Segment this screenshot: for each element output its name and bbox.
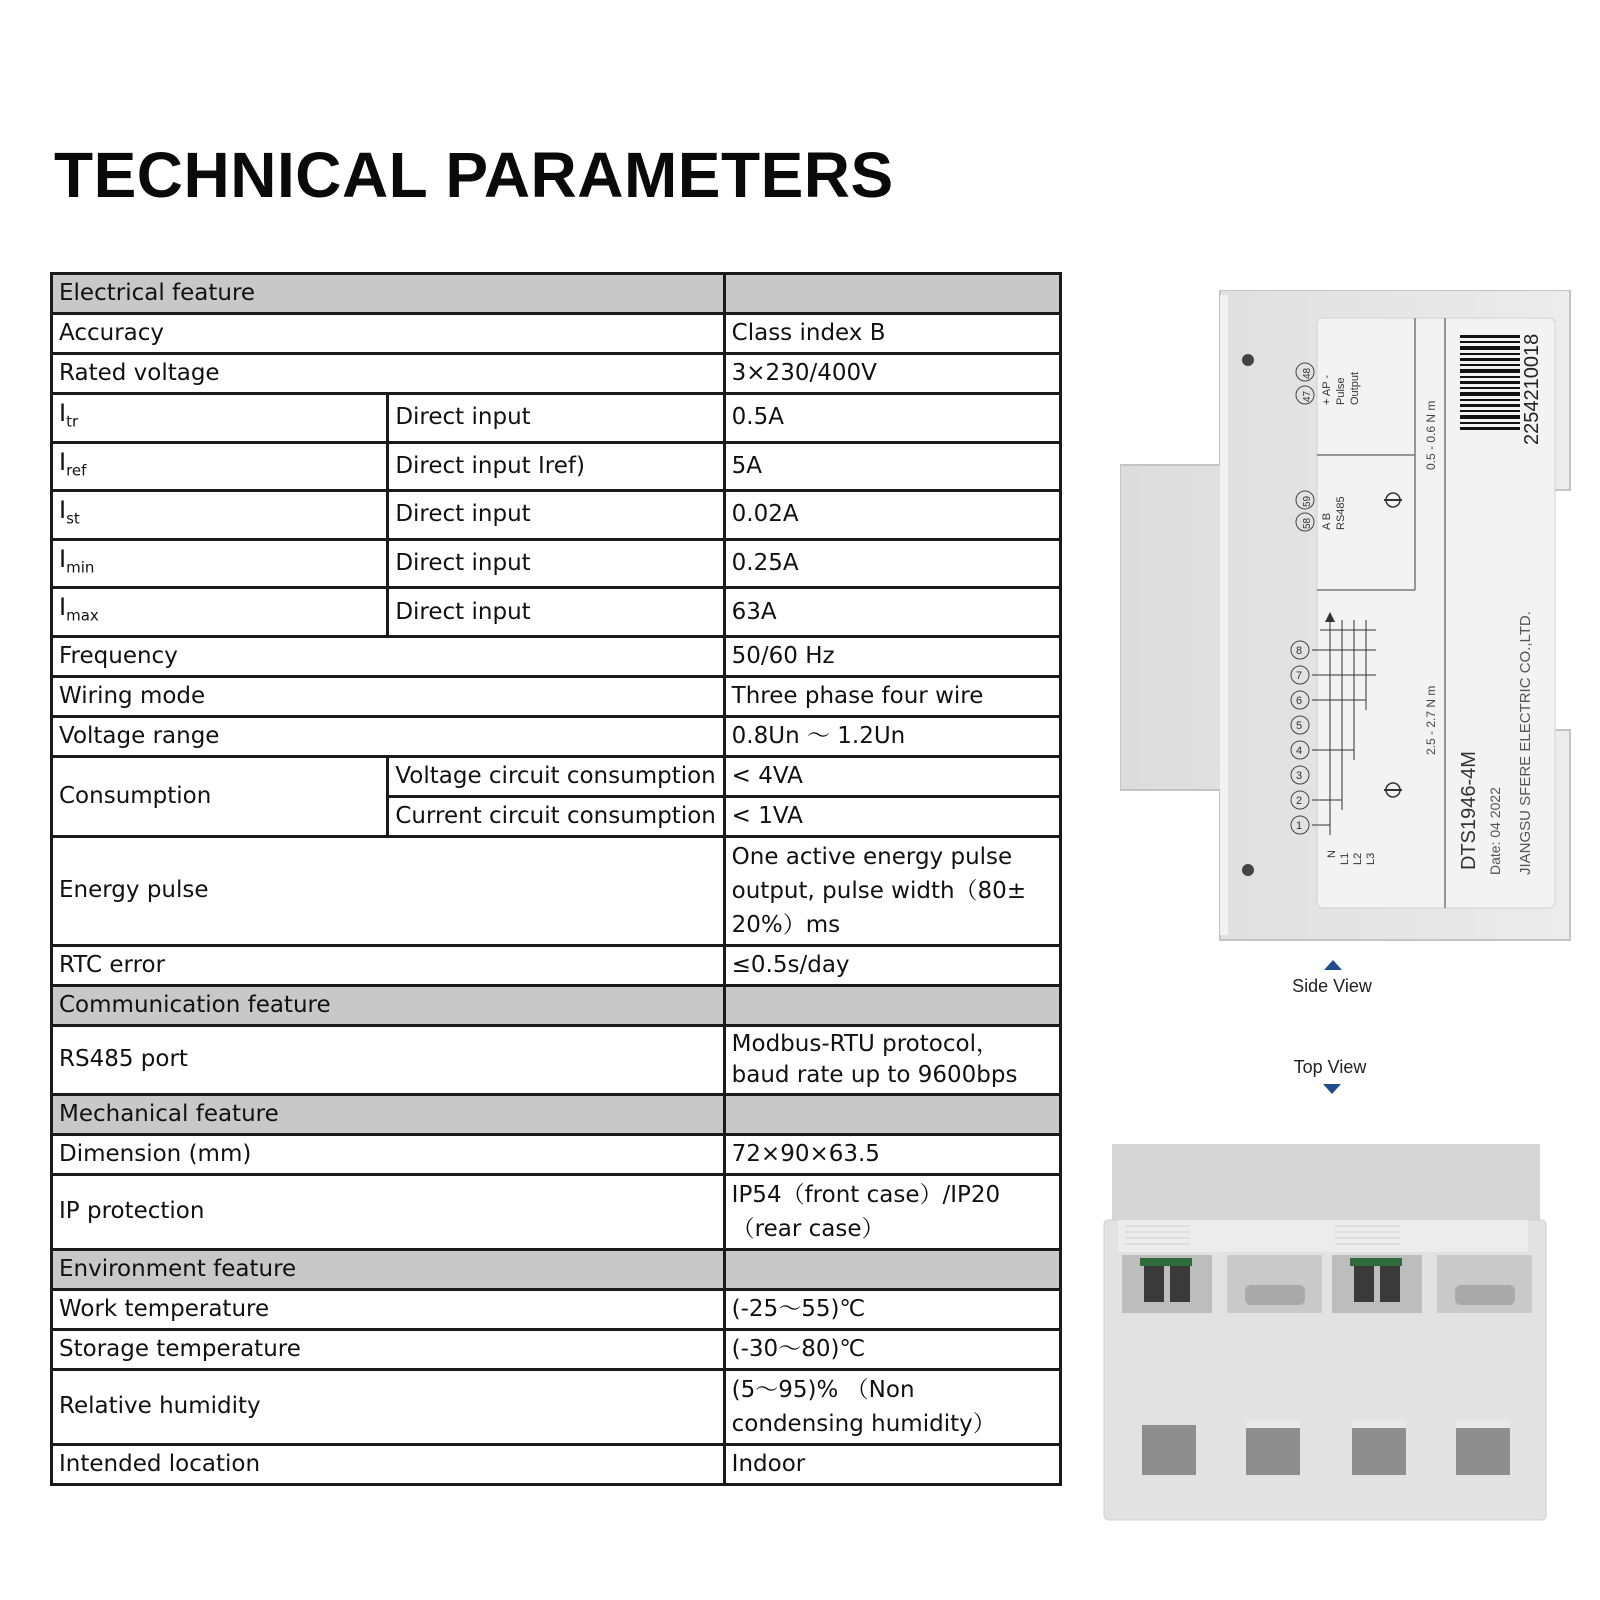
iref-value: 5A	[724, 442, 1060, 491]
rated-voltage-label: Rated voltage	[52, 354, 725, 394]
section-mechanical: Mechanical feature	[52, 1094, 1061, 1134]
ip-value: IP54（front case）/IP20 （rear case）	[724, 1174, 1060, 1249]
terminal-block	[1437, 1255, 1532, 1313]
imax-input: Direct input	[388, 588, 724, 637]
svg-text:N: N	[1326, 850, 1338, 858]
meter-side-view	[1120, 290, 1590, 950]
terminal-block	[1227, 1255, 1322, 1313]
torque-small: 0.5 - 0.6 N m	[1424, 400, 1438, 470]
rated-voltage-value: 3×230/400V	[724, 354, 1060, 394]
svg-text:2: 2	[1296, 795, 1303, 807]
section-communication: Communication feature	[52, 985, 1061, 1025]
work-temp-label: Work temperature	[52, 1289, 725, 1329]
humidity-label: Relative humidity	[52, 1369, 725, 1444]
svg-text:8: 8	[1296, 645, 1303, 657]
table-row	[52, 945, 1061, 985]
wiring-value: Three phase four wire	[724, 676, 1060, 716]
ip-label: IP protection	[52, 1174, 725, 1249]
svg-text:RS485: RS485	[1335, 496, 1347, 530]
ist-input: Direct input	[388, 491, 724, 540]
manufacturer-name: JIANGSU SFERE ELECTRIC CO.,LTD.	[1517, 611, 1534, 875]
svg-text:7: 7	[1296, 670, 1303, 682]
table-row	[52, 836, 1061, 945]
rs485-value: Modbus-RTU protocol，baud rate up to 9600bps	[724, 1025, 1060, 1094]
iref-symbol: $I_{ref}$	[52, 442, 388, 491]
current-circuit-value: < 1VA	[724, 796, 1060, 836]
svg-text:48: 48	[1302, 367, 1313, 379]
svg-text:47: 47	[1302, 390, 1313, 402]
current-circuit-label: Current circuit consumption	[388, 796, 724, 836]
terminal-block	[1332, 1255, 1422, 1313]
torque-large: 2.5 - 2.7 N m	[1424, 685, 1438, 755]
svg-text:6: 6	[1296, 695, 1303, 707]
rtc-label: RTC error	[52, 945, 725, 985]
work-temp-value: (-25～55)℃	[724, 1289, 1060, 1329]
svg-text:Pulse: Pulse	[1335, 377, 1347, 405]
voltage-range-value: 0.8Un ～ 1.2Un	[724, 716, 1060, 756]
accuracy-label: Accuracy	[52, 314, 725, 354]
table-row	[52, 588, 1061, 637]
svg-text:L1: L1	[1339, 852, 1351, 865]
imin-symbol: $I_{min}$	[52, 539, 388, 588]
top-view-label: Top View	[1293, 1057, 1367, 1077]
ist-symbol: $I_{st}$	[52, 491, 388, 540]
svg-text:5: 5	[1296, 720, 1303, 732]
svg-text:L3: L3	[1365, 852, 1377, 865]
table-row	[52, 676, 1061, 716]
energy-pulse-value: One active energy pulse output, pulse width（80± 20%）ms	[724, 836, 1060, 945]
imax-value: 63A	[724, 588, 1060, 637]
table-row	[52, 314, 1061, 354]
itr-value: 0.5A	[724, 394, 1060, 443]
terminal-block	[1122, 1255, 1212, 1313]
table-row	[52, 636, 1061, 676]
imin-input: Direct input	[388, 539, 724, 588]
up-arrow-icon	[1324, 960, 1342, 970]
rs485-label: RS485 port	[52, 1025, 725, 1094]
table-row	[52, 1369, 1061, 1444]
dimension-value: 72×90×63.5	[724, 1134, 1060, 1174]
consumption-label: Consumption	[52, 756, 388, 836]
location-label: Intended location	[52, 1444, 725, 1484]
table-row	[52, 539, 1061, 588]
storage-temp-label: Storage temperature	[52, 1329, 725, 1369]
svg-text:58: 58	[1302, 517, 1313, 529]
model-number: DTS1946-4M	[1458, 751, 1480, 870]
table-row	[52, 716, 1061, 756]
down-arrow-icon	[1323, 1084, 1341, 1094]
svg-text:Output: Output	[1349, 371, 1361, 405]
voltage-circuit-label: Voltage circuit consumption	[388, 756, 724, 796]
page-title: TECHNICAL PARAMETERS	[54, 139, 894, 211]
svg-text:1: 1	[1296, 820, 1303, 832]
table-row	[52, 756, 1061, 796]
svg-text:3: 3	[1296, 770, 1303, 782]
section-electrical: Electrical feature	[52, 274, 1061, 314]
table-row	[52, 1174, 1061, 1249]
table-row	[52, 354, 1061, 394]
voltage-range-label: Voltage range	[52, 716, 725, 756]
itr-symbol: $I_{tr}$	[52, 394, 388, 443]
side-view-label: Side View	[1292, 976, 1372, 996]
storage-temp-value: (-30～80)℃	[724, 1329, 1060, 1369]
humidity-value: (5～95)% （Non condensing humidity）	[724, 1369, 1060, 1444]
section-environment: Environment feature	[52, 1249, 1061, 1289]
imax-symbol: $I_{max}$	[52, 588, 388, 637]
table-row	[52, 1329, 1061, 1369]
wiring-label: Wiring mode	[52, 676, 725, 716]
ist-value: 0.02A	[724, 491, 1060, 540]
voltage-circuit-value: < 4VA	[724, 756, 1060, 796]
svg-text:L2: L2	[1352, 852, 1364, 865]
iref-input: Direct input Iref)	[388, 442, 724, 491]
barcode-number: 2254210018	[1521, 333, 1543, 445]
location-value: Indoor	[724, 1444, 1060, 1484]
parameters-table	[50, 272, 1062, 1486]
rtc-value: ≤0.5s/day	[724, 945, 1060, 985]
table-row	[52, 394, 1061, 443]
table-row	[52, 442, 1061, 491]
frequency-label: Frequency	[52, 636, 725, 676]
svg-text:+ AP -: + AP -	[1321, 374, 1333, 405]
svg-text:59: 59	[1302, 495, 1313, 507]
table-row	[52, 1134, 1061, 1174]
svg-text:4: 4	[1296, 745, 1303, 757]
accuracy-value: Class index B	[724, 314, 1060, 354]
frequency-value: 50/60 Hz	[724, 636, 1060, 676]
meter-top-view	[1100, 1140, 1550, 1525]
table-row	[52, 1289, 1061, 1329]
manufacture-date: Date: 04 2022	[1487, 787, 1503, 875]
table-row	[52, 491, 1061, 540]
table-row	[52, 1025, 1061, 1094]
table-row	[52, 1444, 1061, 1484]
svg-text:A B: A B	[1321, 512, 1333, 530]
itr-input: Direct input	[388, 394, 724, 443]
dimension-label: Dimension (mm)	[52, 1134, 725, 1174]
energy-pulse-label: Energy pulse	[52, 836, 725, 945]
imin-value: 0.25A	[724, 539, 1060, 588]
